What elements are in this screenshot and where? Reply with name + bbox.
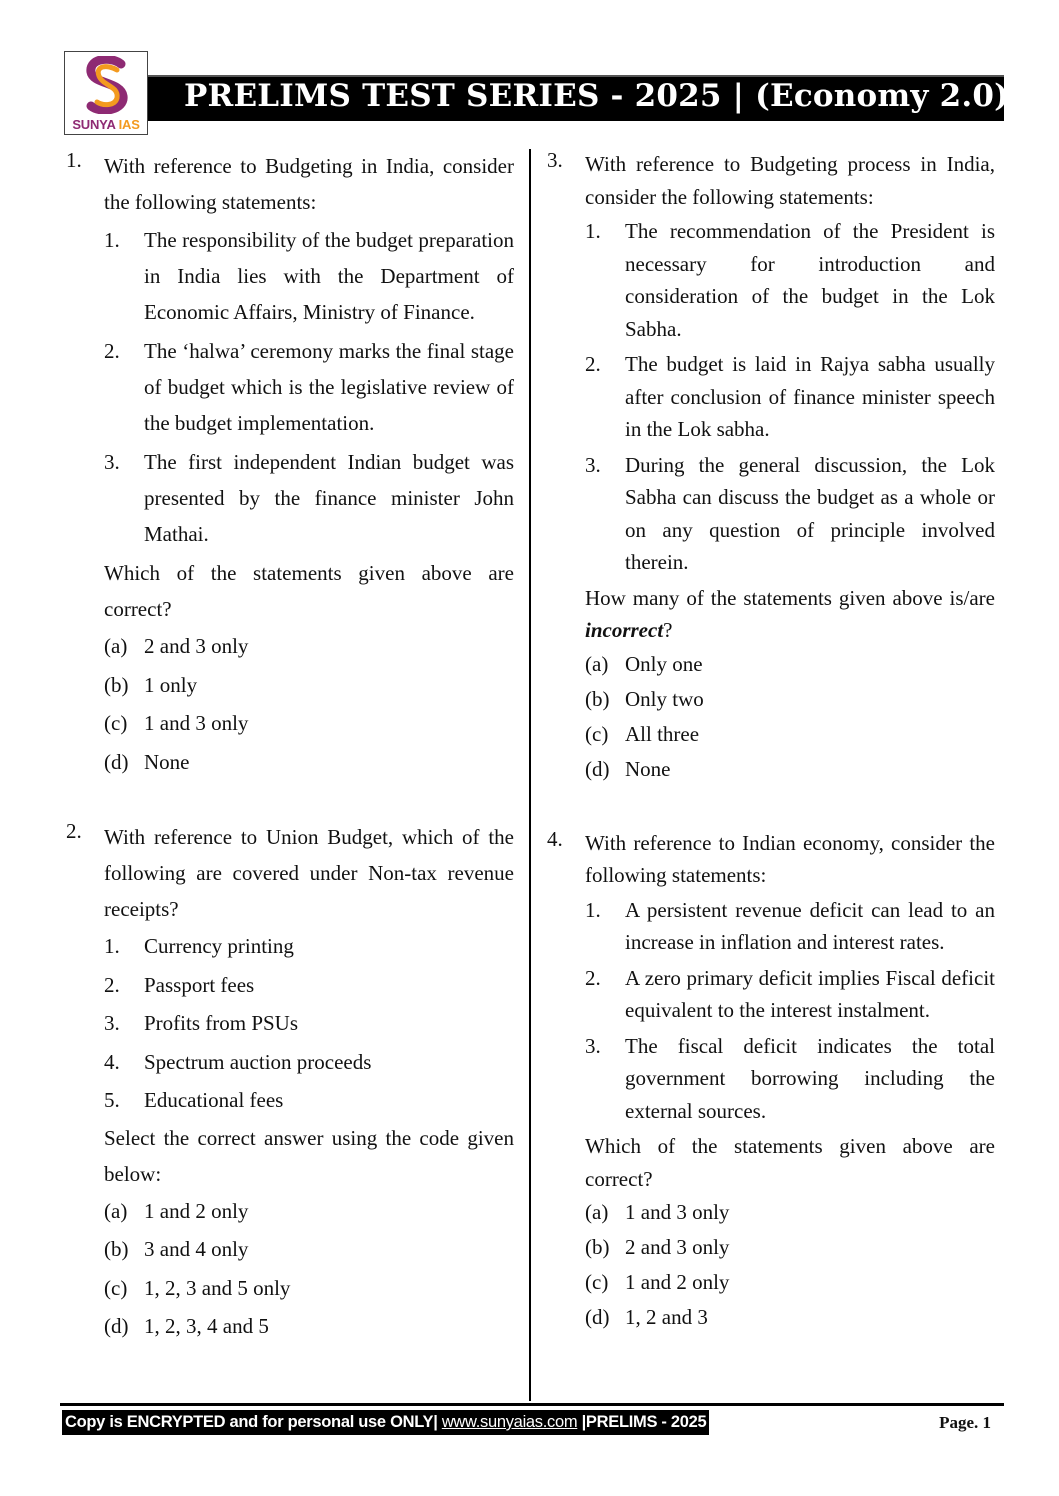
list-item: 5. Educational fees [104, 1088, 284, 1112]
question-prompt: How many of the statements given above is/are incorrect? [585, 585, 995, 642]
question-prompt: Which of the statements given above are correct? [585, 1134, 995, 1191]
option-d[interactable]: (d) None [104, 749, 190, 774]
statement: 1. A persistent revenue deficit can lead to an increase in inflation and interest rates. [585, 897, 995, 954]
left-column [54, 148, 514, 1346]
column-divider [529, 149, 531, 1401]
question-number: 2. [66, 819, 82, 843]
question-4 [535, 827, 995, 1336]
question-stem: With reference to Budgeting process in India, consider the following statements: [585, 152, 995, 209]
option-b[interactable]: (b) Only two [585, 686, 704, 711]
option-a[interactable]: (a) Only one [585, 651, 703, 676]
option-b[interactable]: (b) 3 and 4 only [104, 1237, 249, 1261]
statement: 3. The first independent Indian budget was presented by the finance minister John Mathai. [104, 450, 514, 546]
question-prompt: Which of the statements given above are correct? [104, 561, 514, 621]
statement: 2. A zero primary deficit implies Fiscal deficit equivalent to the interest instalment. [585, 965, 995, 1022]
statement: 3. The fiscal deficit indicates the total government borrowing including the external sources. [585, 1033, 995, 1123]
option-b[interactable]: (b) 1 only [104, 672, 198, 697]
option-c[interactable]: (c) All three [585, 721, 700, 746]
statement: 1. The recommendation of the President is necessary for introduction and consideration of the budget in the Lok Sabha. [585, 219, 995, 341]
option-c[interactable]: (c) 1 and 2 only [585, 1270, 730, 1294]
option-c[interactable]: (c) 1, 2, 3 and 5 only [104, 1275, 291, 1300]
sunya-ias-logo [64, 51, 148, 135]
footer-rule [60, 1403, 1004, 1406]
statement: 3. During the general discussion, the Lok Sabha can discuss the budget as a whole or on any question of principle involved therein. [585, 452, 995, 574]
option-a[interactable]: (a) 1 and 3 only [585, 1200, 730, 1224]
question-stem: With reference to Union Budget, which of the following are covered under Non-tax revenue receipts? [104, 825, 514, 921]
question-number: 3. [547, 148, 563, 172]
emphasis-incorrect: incorrect [585, 618, 664, 642]
page-title: PRELIMS TEST SERIES - 2025 | (Economy 2.0) [184, 78, 1009, 114]
option-b[interactable]: (b) 2 and 3 only [585, 1235, 730, 1259]
question-number: 1. [66, 148, 82, 172]
page-number: Page. 1 [939, 1413, 991, 1432]
option-a[interactable]: (a) 1 and 2 only [104, 1198, 249, 1223]
logo-s-icon [81, 56, 133, 114]
statement: 2. The ‘halwa’ ceremony marks the final stage of budget which is the legislative review of the budget implementation. [104, 339, 514, 435]
question-stem: With reference to Budgeting in India, consider the following statements: [104, 154, 514, 214]
list-item: 2. Passport fees [104, 972, 255, 997]
question-1 [54, 148, 514, 781]
question-number: 4. [547, 826, 563, 851]
list-item: 4. Spectrum auction proceeds [104, 1049, 372, 1074]
option-d[interactable]: (d) 1, 2, 3, 4 and 5 [104, 1314, 269, 1338]
list-item: 3. Profits from PSUs [104, 1011, 299, 1035]
question-prompt: Select the correct answer using the code given below: [104, 1125, 514, 1186]
option-d[interactable]: (d) None [585, 756, 671, 781]
right-column [535, 148, 995, 1335]
option-d[interactable]: (d) 1, 2 and 3 [585, 1305, 708, 1329]
option-a[interactable]: (a) 2 and 3 only [104, 634, 249, 658]
option-c[interactable]: (c) 1 and 3 only [104, 711, 249, 735]
title-bar [148, 75, 1009, 121]
footer-notice: Copy is ENCRYPTED and for personal use ONLY| www.sunyaias.com |PRELIMS - 2025 [62, 1410, 709, 1435]
question-stem: With reference to Indian economy, consider the following statements: [585, 830, 995, 887]
question-3 [535, 148, 995, 787]
logo-brand-text: SUNYA IAS [72, 117, 140, 132]
statement: 2. The budget is laid in Rajya sabha usually after conclusion of finance minister speech in the Lok sabha. [585, 352, 995, 441]
statement: 1. The responsibility of the budget preparation in India lies with the Department of Economic Affairs, Ministry of Finance. [104, 228, 514, 324]
website-link[interactable]: www.sunyaias.com [441, 1413, 578, 1431]
list-item: 1. Currency printing [104, 934, 294, 958]
question-2 [54, 819, 514, 1346]
